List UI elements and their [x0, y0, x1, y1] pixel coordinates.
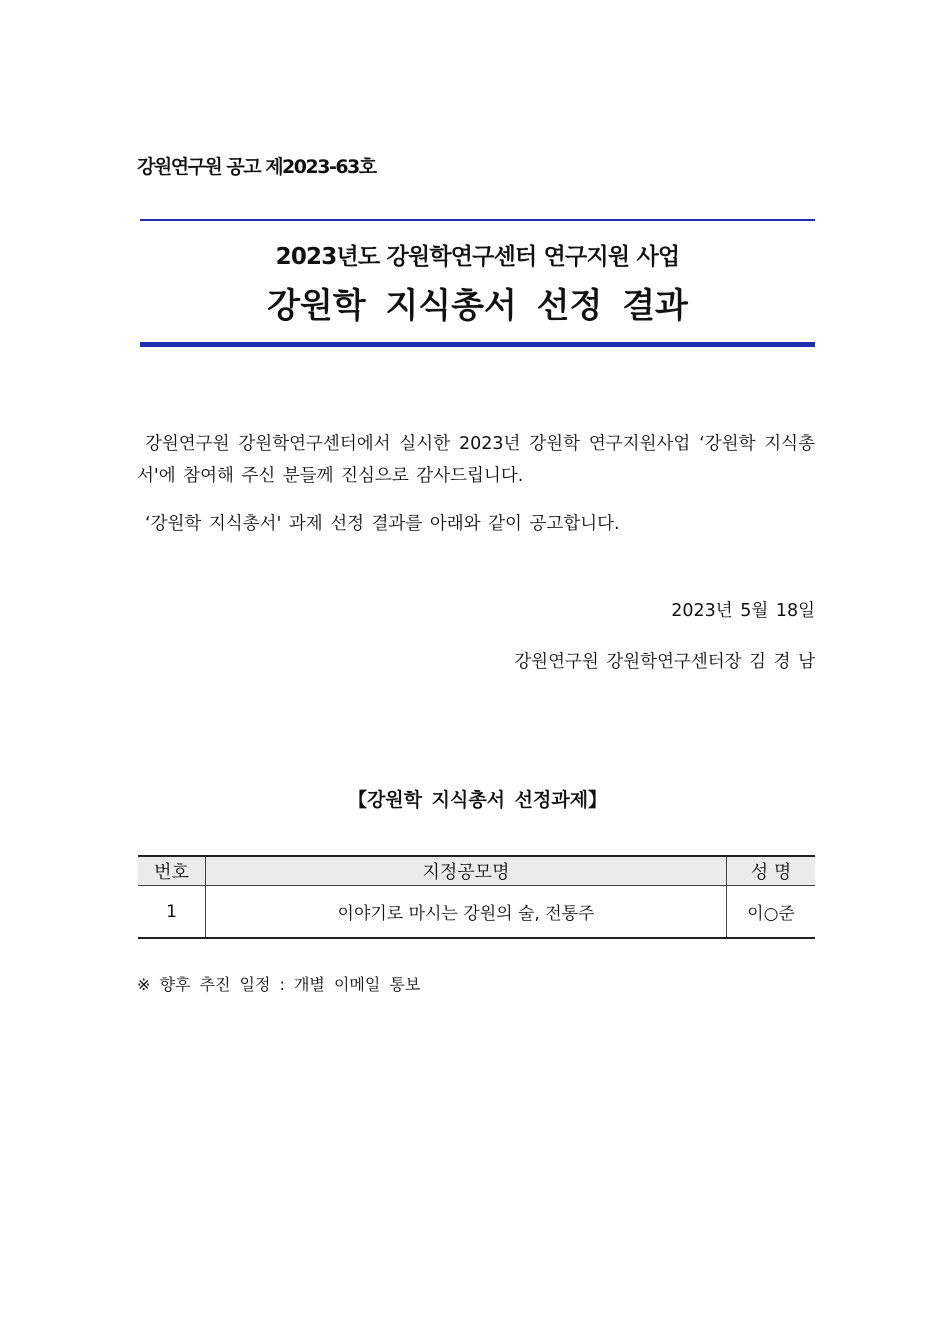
announcement-paragraph: ‘강원학 지식총서' 과제 선정 결과를 아래와 같이 공고합니다. [145, 514, 620, 534]
footnote: ※ 향후 추진 일정 : 개별 이메일 통보 [137, 975, 421, 994]
table-row [138, 886, 815, 939]
table-header-row [138, 856, 815, 886]
cell-name: 이○준 [727, 886, 816, 939]
document-title-line2: 강원학 지식총서 선정 결과 [267, 286, 688, 326]
title-rule-bottom [140, 342, 815, 347]
title-rule-top [140, 219, 815, 221]
header-project-title: 지정공모명 [206, 856, 727, 886]
announcement-date: 2023년 5월 18일 [671, 601, 815, 621]
signer-name: 강원연구원 강원학연구센터장 김 경 남 [514, 652, 815, 672]
intro-paragraph: 강원연구원 강원학연구센터에서 실시한 2023년 강원학 연구지원사업 ‘강원학 지식총서'에 참여해 주신 분들께 진심으로 감사드립니다. [137, 434, 815, 486]
section-title: 【강원학 지식총서 선정과제】 [347, 789, 608, 811]
header-name: 성 명 [727, 856, 816, 886]
header-number: 번호 [138, 856, 206, 886]
document-title-line1: 2023년도 강원학연구센터 연구지원 사업 [275, 244, 680, 270]
selection-result-table [138, 855, 815, 939]
cell-project-title: 이야기로 마시는 강원의 술, 전통주 [206, 886, 727, 939]
notice-number: 강원연구원 공고 제2023-63호 [137, 156, 376, 178]
cell-number: 1 [138, 886, 206, 939]
